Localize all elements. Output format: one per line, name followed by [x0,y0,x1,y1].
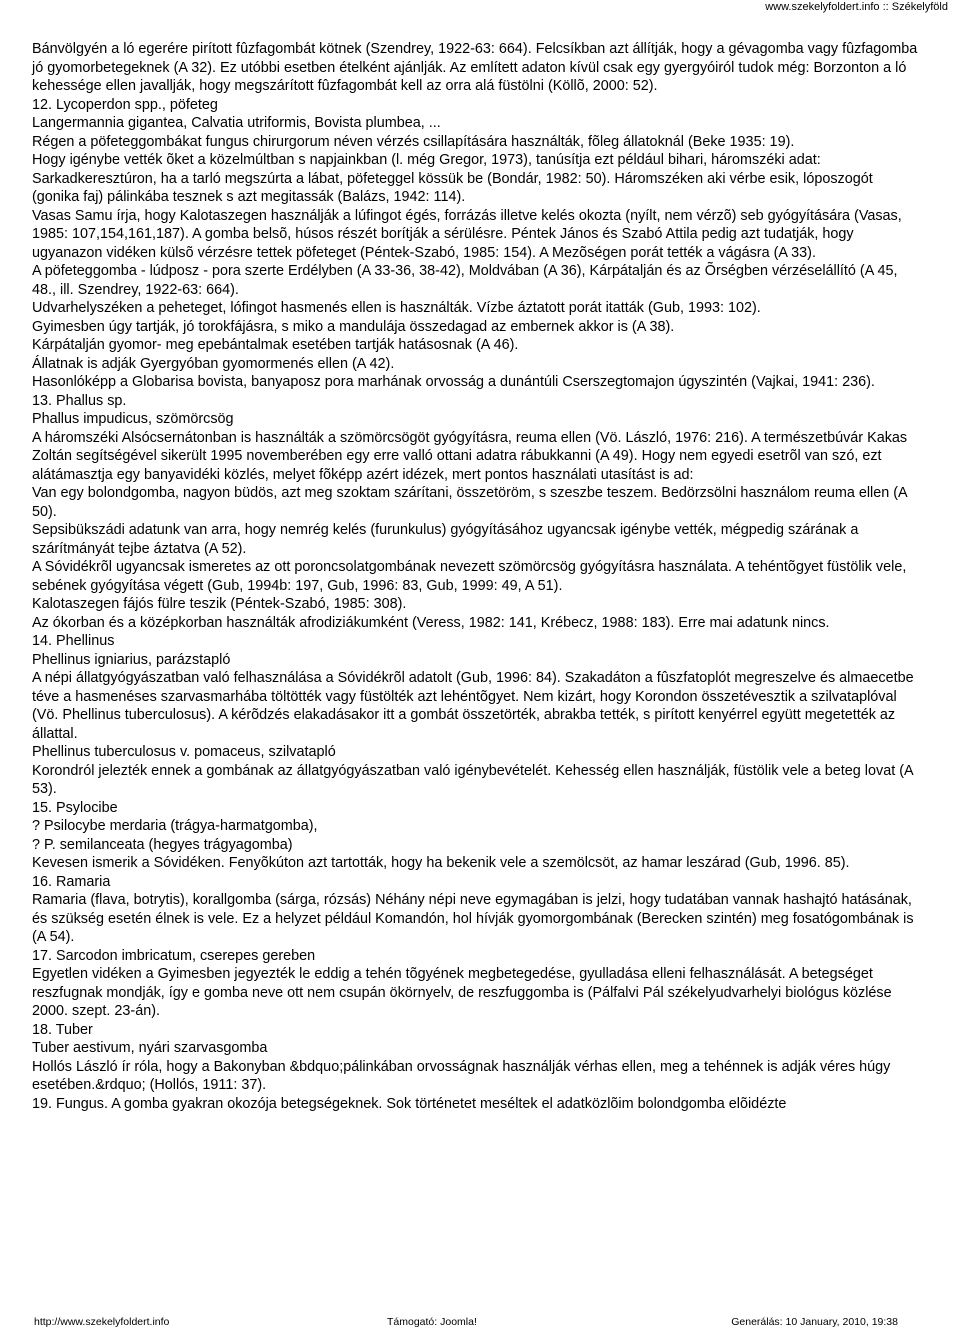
paragraph: Kárpátalján gyomor- meg epebántalmak esetében tartják hatásosnak (A 46). [32,337,519,353]
paragraph: 19. Fungus. A gomba gyakran okozója betegségeknek. Sok történetet meséltek el adatközlõim bolondgomba elõidézte [32,1095,787,1112]
paragraph: Phellinus tuberculosus v. pomaceus, szilvatapló [32,744,336,760]
paragraph: 17. Sarcodon imbricatum, cserepes gereben [32,947,316,964]
paragraph: Tuber aestivum, nyári szarvasgomba [32,1040,268,1056]
paragraph: 12. Lycoperdon spp., pöfeteg [32,96,218,113]
paragraph: Phallus impudicus, szömörcsög [32,411,234,427]
paragraph: Sepsibükszádi adatunk van arra, hogy nemrég kelés (furunkulus) gyógyításához ugyancsak igénybe vették, mégpedig szárának a szárítmányát tejbe áztatva (A 52). [32,522,859,557]
paragraph: Kevesen ismerik a Sóvidéken. Fenyõkúton azt tartották, hogy ha bekenik vele a szemölcsöt, az hamar leszárad (Gub, 1996. 85). [32,855,850,871]
site-header: www.szekelyfoldert.info :: Székelyföld [765,1,948,13]
paragraph: ? Psilocybe merdaria (trágya-harmatgomba), [32,818,318,834]
paragraph: Van egy bolondgomba, nagyon büdös, azt meg szoktam szárítani, összetöröm, s szeszbe teszem. Bedörzsölni használom reuma ellen (A 50). [32,485,907,520]
paragraph: 13. Phallus sp. [32,392,127,409]
paragraph: Ramaria (flava, botrytis), korallgomba (sárga, rózsás) Néhány népi neve egymagában is jelzi, hogy tudatában vannak hashajtó hatásának, és szükség esetén élnek is vele. Ez a helyzet például Komandón, hol hívják gyomorgombának (Berecken szintén) meg fosatógombának is (A 54). [32,892,914,945]
paragraph: 16. Ramaria [32,873,111,890]
paragraph: Egyetlen vidéken a Gyimesben jegyezték le eddig a tehén tõgyének megbetegedése, gyulladása elleni felhasználását. A betegséget reszfugnak mondják, így e gomba neve ott nem csupán ökörnyelv, de reszfuggomba is (Pálfalvi Pál székelyudvarhelyi biológus közlése 2000. szept. 23-án). [32,966,892,1019]
paragraph: Udvarhelyszéken a peheteget, lófingot hasmenés ellen is használták. Vízbe áztatott porát itatták (Gub, 1993: 102). [32,300,761,316]
footer-sponsor: Támogató: Joomla! [387,1316,477,1328]
paragraph: Állatnak is adják Gyergyóban gyomormenés ellen (A 42). [32,355,395,372]
paragraph: Az ókorban és a középkorban használták afrodiziákumként (Veress, 1982: 141, Krébecz, 1988: 183). Erre mai adatunk nincs. [32,614,830,631]
paragraph: Hogy igénybe vették õket a közelmúltban s napjainkban (l. még Gregor, 1973), tanúsítja ezt például bihari, háromszéki adat: Sarkadkeresztúron, ha a tarló megszúrta a lábat, pöfeteggel kössük be (Bondár, 1982: 50). Háromszéken aki vérbe esik, lóposzogót (gonika faj) pálinkába tesznek s azt megitassák (Balázs, 1942: 114). [32,152,873,205]
paragraph: Hollós László ír róla, hogy a Bakonyban &bdquo;pálinkában orvosságnak használják vérhas ellen, meg a tehénnek is adják véres húgy esetében.&rdquo; (Hollós, 1911: 37). [32,1058,891,1093]
paragraph: ? P. semilanceata (hegyes trágyagomba) [32,836,293,853]
paragraph: A pöfeteggomba - lúdposz - pora szerte Erdélyben (A 33-36, 38-42), Moldvában (A 36), Kárpátalján és az Õrségben vérzéselállító (A 45, 48., ill. Szendrey, 1922-63: 664). [32,263,898,298]
paragraph: A népi állatgyógyászatban való felhasználása a Sóvidékrõl adatolt (Gub, 1996: 84). Szakadáton a fûszfatoplót megreszelve és almaecetbe téve a hasmenéses szarvasmarhába töltötték vagy füstölték azt lehéntõgyet. Nem kizárt, hogy Korondon összetévesztik a szilvataplóval (Vö. Phellinus tuberculosus). A kérõdzés elakadásakor itt a gombát összetörték, abrakba tették, s pirított kenyérrel együtt megetették az állattal. [32,670,914,742]
paragraph: Hasonlóképp a Globarisa bovista, banyaposz pora marhának orvosság a dunántúli Cserszegtomajon úgyszintén (Vajkai, 1941: 236). [32,374,875,390]
paragraph: Kalotaszegen fájós fülre teszik (Péntek-Szabó, 1985: 308). [32,596,407,612]
paragraph: Phellinus igniarius, parázstapló [32,651,231,668]
footer-generated: Generálás: 10 January, 2010, 19:38 [731,1316,898,1328]
paragraph: Régen a pöfeteggombákat fungus chirurgorum néven vérzés csillapítására használták, fõleg állatoknál (Beke 1935: 19). [32,133,795,150]
paragraph: A háromszéki Alsócsernátonban is használták a szömörcsögöt gyógyításra, reuma ellen (Vö. László, 1976: 216). A természetbúvár Kakas Zoltán segítségével sikerült 1995 novemberében egy erre valló ottani adatra rábukkanni (A 49). Hogy nem egyedi esetrõl van szó, ezt alátámasztja egy banyavidéki közlés, melyet fõképp azért idézek, mert pontos használati utasítást is ad: [32,429,908,483]
paragraph: A Sóvidékrõl ugyancsak ismeretes az ott poroncsolatgombának nevezett szömörcsög gyógyításra használata. A tehéntõgyet füstölik vele, sebének gyógyítása végett (Gub, 1994b: 197, Gub, 1996: 83, Gub, 1999: 49, A 51). [32,559,907,594]
article-body [32,40,918,1113]
paragraph: Langermannia gigantea, Calvatia utriformis, Bovista plumbea, ... [32,115,441,131]
footer-url: http://www.szekelyfoldert.info [34,1316,170,1328]
paragraph: Gyimesben úgy tartják, jó torokfájásra, s miko a mandulája összedagad az embernek akkor is (A 38). [32,318,675,335]
paragraph: 18. Tuber [32,1021,93,1038]
paragraph: 14. Phellinus [32,633,115,649]
paragraph: 15. Psylocibe [32,799,118,816]
paragraph: Korondról jelezték ennek a gombának az állatgyógyászatban való igénybevételét. Kehesség ellen használják, füstölik vele a beteg lovat (A 53). [32,762,913,797]
paragraph: Bánvölgyén a ló egerére pirított fûzfagombát kötnek (Szendrey, 1922-63: 664). Felcsíkban azt állítják, hogy a gévagomba vagy fûzfagomba jó gyomorbetegeknek (A 32). Ez utóbbi esetben ételként ajánlják. Az említett adaton kívül csak egy gyergyóiról tudok még: Borzonton a ló kehessége ellen javallják, hogy megszárított fûzfagombát kell az orra alá füstölni (Köllõ, 2000: 52). [32,41,918,94]
paragraph: Vasas Samu írja, hogy Kalotaszegen használják a lúfingot égés, forrázás illetve kelés okozta (nyílt, nem vérzõ) seb gyógyítására (Vasas, 1985: 107,154,161,187). A gomba belsõ, húsos részét borítják a sérülésre. Péntek János és Szabó Attila pedig azt tudatják, hogy ugyanazon vidéken külsõ vérzésre tettek pöfeteget (Péntek-Szabó, 1985: 154). A Mezõségen porát tették a vágásra (A 33). [32,207,902,261]
page-footer [34,1315,898,1329]
